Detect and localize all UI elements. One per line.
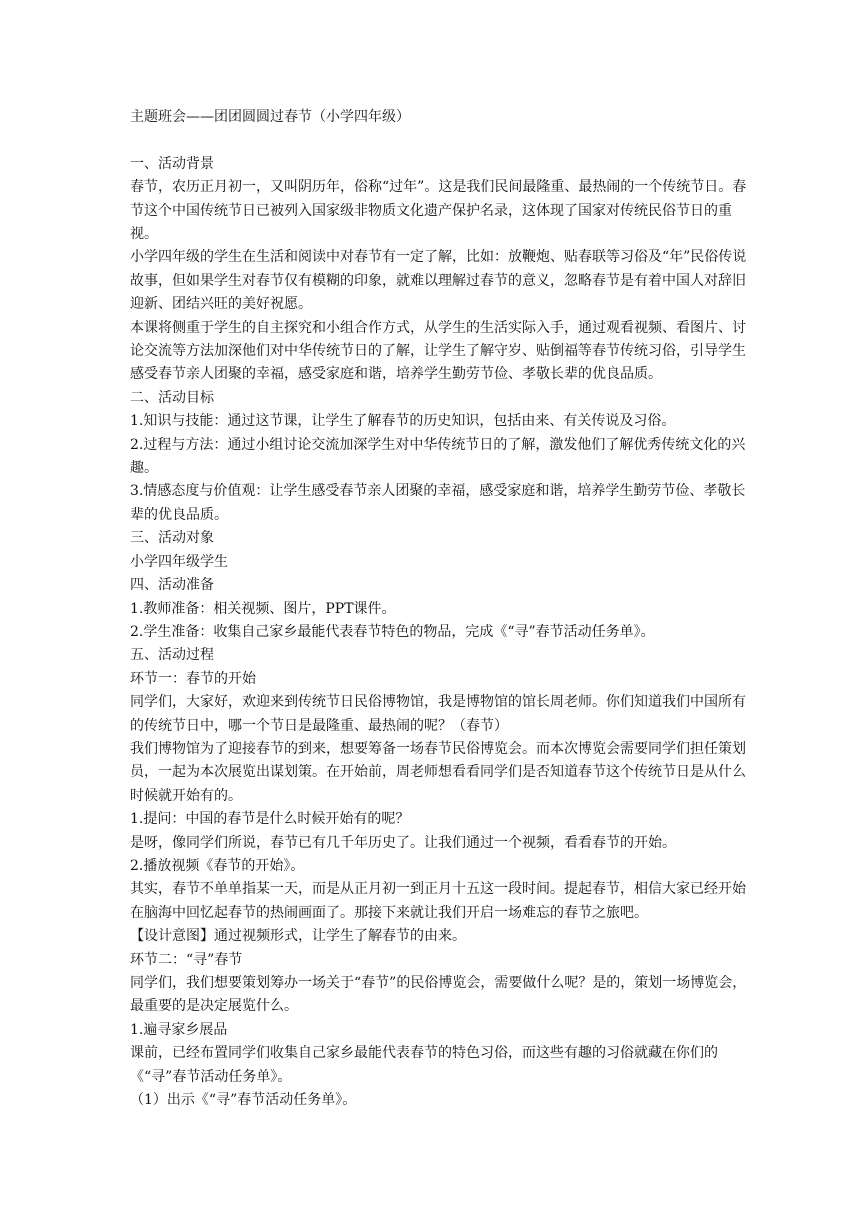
paragraph: 【设计意图】通过视频形式，让学生了解春节的由来。 (130, 928, 466, 945)
paragraph: 其实，春节不单单指某一天，而是从正月初一到正月十五这一段时间。提起春节，相信大家已经开始在脑海中回忆起春节的热闹画面了。那接下来就让我们开启一场难忘的春节之旅吧。 (130, 881, 746, 921)
paragraph: 2.学生准备：收集自己家乡最能代表春节特色的物品，完成《“寻”春节活动任务单》。 (130, 623, 655, 640)
paragraph: 我们博物馆为了迎接春节的到来，想要筹备一场春节民俗博览会。而本次博览会需要同学们担任策划员，一起为本次展览出谋划策。在开始前，周老师想看看同学们是否知道春节这个传统节日是从什么时候就开始有的。 (130, 740, 746, 804)
subsection-heading: 环节一：春节的开始 (130, 670, 256, 687)
paragraph: 春节，农历正月初一，又叫阴历年，俗称“过年”。这是我们民间最隆重、最热闹的一个传统节日。春节这个中国传统节日已被列入国家级非物质文化遗产保护名录，这体现了国家对传统民俗节日的重视。 (130, 179, 747, 243)
document-page (130, 106, 750, 1112)
section-heading-audience: 三、活动对象 (130, 530, 214, 547)
paragraph: 小学四年级学生 (130, 553, 228, 570)
paragraph: 小学四年级的学生在生活和阅读中对春节有一定了解，比如：放鞭炮、贴春联等习俗及“年”民俗传说故事，但如果学生对春节仅有模糊的印象，就难以理解过春节的意义，忽略春节是有着中国人对辞旧迎新、团结兴旺的美好祝愿。 (130, 249, 747, 313)
section-heading-background: 一、活动背景 (130, 155, 214, 172)
paragraph: 是呀，像同学们所说，春节已有几千年历史了。让我们通过一个视频，看看春节的开始。 (130, 834, 676, 851)
document-title: 主题班会——团团圆圆过春节（小学四年级） (130, 109, 410, 125)
paragraph: 2.播放视频《春节的开始》。 (130, 857, 305, 874)
paragraph: 同学们，我们想要策划筹办一场关于“春节”的民俗博览会，需要做什么呢？是的，策划一场博览会，最重要的是决定展览什么。 (130, 975, 747, 1015)
paragraph: 1.知识与技能：通过这节课，让学生了解春节的历史知识，包括由来、有关传说及习俗。 (130, 413, 676, 430)
paragraph: 2.过程与方法：通过小组讨论交流加深学生对中华传统节日的了解，激发他们了解优秀传统文化的兴趣。 (130, 436, 746, 477)
subsection-heading: 环节二：“寻”春节 (130, 951, 243, 968)
section-heading-goals: 二、活动目标 (130, 389, 214, 406)
paragraph: 1.提问：中国的春节是什么时候开始有的呢？ (130, 811, 410, 828)
paragraph: 本课将侧重于学生的自主探究和小组合作方式，从学生的生活实际入手，通过观看视频、看图片、讨论交流等方法加深他们对中华传统节日的了解，让学生了解守岁、贴倒福等春节传统习俗，引导学生感受春节亲人团聚的幸福，感受家庭和谐，培养学生勤劳节俭、孝敬长辈的优良品质。 (130, 319, 746, 383)
paragraph: 课前，已经布置同学们收集自己家乡最能代表春节的特色习俗，而这些有趣的习俗就藏在你们的《“寻”春节活动任务单》。 (130, 1045, 718, 1085)
paragraph: 1.遍寻家乡展品 (130, 1021, 228, 1038)
paragraph: 3.情感态度与价值观：让学生感受春节亲人团聚的幸福，感受家庭和谐，培养学生勤劳节俭、孝敬长辈的优良品质。 (130, 483, 746, 523)
paragraph: （1）出示《“寻”春节活动任务单》。 (130, 1092, 357, 1109)
section-heading-preparation: 四、活动准备 (130, 577, 214, 594)
paragraph: 同学们，大家好，欢迎来到传统节日民俗博物馆，我是博物馆的馆长周老师。你们知道我们中国所有的传统节日中，哪一个节日是最隆重、最热闹的呢？（春节） (130, 694, 746, 734)
paragraph: 1.教师准备：相关视频、图片，PPT课件。 (130, 600, 396, 617)
section-heading-process: 五、活动过程 (130, 647, 214, 664)
